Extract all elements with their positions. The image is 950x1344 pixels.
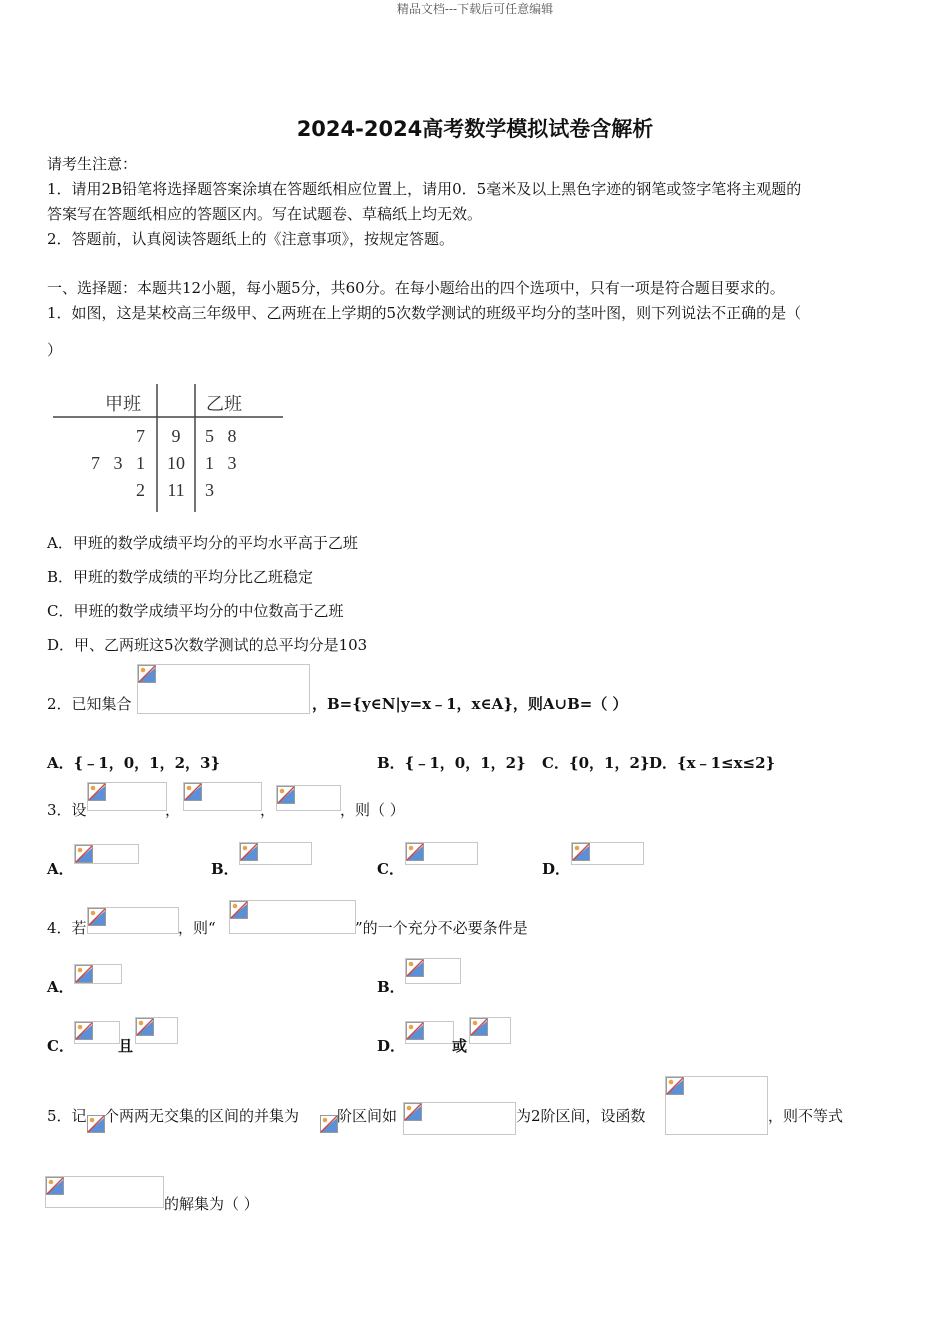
stem-leaf-table xyxy=(50,384,290,514)
broken-image xyxy=(239,842,312,865)
q3-comma-1: ， xyxy=(165,801,181,819)
page-title: 2024-2024高考数学模拟试卷含解析 xyxy=(296,117,654,141)
notice-heading: 请考生注意： xyxy=(47,155,138,173)
q2-stem-post: ，B={y∈N|y=x﹣1，x∈A}，则A∪B=（ ） xyxy=(312,695,628,713)
broken-image-icon xyxy=(136,1018,154,1036)
broken-image-icon xyxy=(230,901,248,919)
q3-stem-pre: 3．设 xyxy=(47,801,87,819)
q1-option-a: A．甲班的数学成绩平均分的平均水平高于乙班 xyxy=(47,534,358,552)
q1-stem: 1．如图，这是某校高三年级甲、乙两班在上学期的5次数学测试的班级平均分的茎叶图，则下列说法不正确的是（ xyxy=(47,304,802,322)
broken-image-icon xyxy=(572,843,590,861)
q4-stem-pre: 4．若 xyxy=(47,919,87,937)
broken-image xyxy=(229,900,356,934)
broken-image-icon xyxy=(320,1115,338,1133)
broken-image xyxy=(276,785,341,811)
q2-stem-pre: 2．已知集合 xyxy=(47,695,132,713)
q4-and-text: 且 xyxy=(118,1037,134,1055)
table-row-2-stem: 10 xyxy=(167,453,185,473)
broken-image-icon xyxy=(406,843,424,861)
broken-image xyxy=(87,907,179,934)
broken-image-icon xyxy=(406,959,424,977)
q1-option-d: D．甲、乙两班这5次数学测试的总平均分是103 xyxy=(47,636,368,654)
broken-image-icon xyxy=(88,783,106,801)
broken-image xyxy=(87,782,167,811)
table-row-3-left: 2 xyxy=(136,480,145,500)
broken-image-icon xyxy=(406,1022,424,1040)
q2-option-c: C．{0，1，2} xyxy=(542,754,650,772)
table-row-2-right: 1 3 xyxy=(205,453,237,473)
q4-stem-mid: ，则“ xyxy=(178,919,216,937)
broken-image xyxy=(74,1021,120,1044)
broken-image xyxy=(571,842,644,865)
broken-image-icon xyxy=(87,1115,105,1133)
q3-option-d: D． xyxy=(542,860,571,878)
q4-option-b: B． xyxy=(377,978,405,996)
broken-image-icon xyxy=(46,1177,64,1195)
notice-line-1b: 答案写在答题纸相应的答题区内。写在试题卷、草稿纸上均无效。 xyxy=(47,205,483,223)
table-row-1-stem: 9 xyxy=(171,426,181,446)
q4-option-c: C． xyxy=(47,1037,74,1055)
broken-image xyxy=(405,958,461,984)
broken-image xyxy=(74,964,122,984)
q4-or-text: 或 xyxy=(452,1037,468,1055)
table-row-2-left: 7 3 1 xyxy=(91,453,145,473)
q3-option-c: C． xyxy=(377,860,404,878)
broken-image xyxy=(405,842,478,865)
table-row-3-stem: 11 xyxy=(167,480,185,500)
notice-line-1a: 1．请用2B铅笔将选择题答案涂填在答题纸相应位置上，请用0．5毫米及以上黑色字迹的钢笔或签字笔将主观题的 xyxy=(47,180,802,198)
q3-option-b: B． xyxy=(211,860,239,878)
page-header: 精品文档---下载后可任意编辑 xyxy=(396,2,554,16)
broken-image xyxy=(45,1176,164,1208)
broken-image xyxy=(74,844,139,864)
q1-option-c: C．甲班的数学成绩平均分的中位数高于乙班 xyxy=(47,602,344,620)
q3-comma-2: ， xyxy=(260,801,276,819)
q4-option-d: D． xyxy=(377,1037,406,1055)
q5-stem-t2: 阶区间如 xyxy=(337,1107,398,1125)
q4-option-a: A． xyxy=(47,978,74,996)
q2-option-a: A．{﹣1，0，1，2，3} xyxy=(47,754,221,772)
broken-image-icon xyxy=(75,1022,93,1040)
broken-image-icon xyxy=(470,1018,488,1036)
broken-image xyxy=(469,1017,511,1044)
q2-option-d: D．{x﹣1≤x≤2} xyxy=(649,754,776,772)
broken-image-icon xyxy=(75,845,93,863)
section-heading: 一、选择题：本题共12小题，每小题5分，共60分。在每小题给出的四个选项中，只有一项是符合题目要求的。 xyxy=(47,279,785,297)
broken-image xyxy=(137,664,310,714)
q3-stem-post: ，则（ ） xyxy=(340,801,405,819)
broken-image xyxy=(135,1017,178,1044)
q5-stem-t4: ，则不等式 xyxy=(768,1107,844,1125)
q2-option-b: B．{﹣1，0，1，2} xyxy=(377,754,526,772)
q5-stem-t3: 为2阶区间，设函数 xyxy=(516,1107,646,1125)
q5-stem-t5: 的解集为（ ） xyxy=(164,1195,259,1213)
broken-image xyxy=(665,1076,768,1135)
broken-image xyxy=(405,1021,454,1044)
table-row-1-left: 7 xyxy=(136,426,145,446)
table-row-1-right: 5 8 xyxy=(205,426,237,446)
notice-line-2: 2．答题前，认真阅读答题纸上的《注意事项》，按规定答题。 xyxy=(47,230,455,248)
broken-image xyxy=(87,1115,104,1133)
table-head-yi: 乙班 xyxy=(206,394,242,414)
q4-stem-post: ”的一个充分不必要条件是 xyxy=(355,919,528,937)
broken-image-icon xyxy=(88,908,106,926)
broken-image-icon xyxy=(666,1077,684,1095)
q1-stem-close: ） xyxy=(47,341,63,359)
broken-image xyxy=(183,782,262,811)
q5-stem-pre: 5．记 xyxy=(47,1107,87,1125)
broken-image-icon xyxy=(184,783,202,801)
table-row-3-right: 3 xyxy=(205,480,214,500)
q3-option-a: A． xyxy=(47,860,74,878)
broken-image-icon xyxy=(75,965,93,983)
broken-image-icon xyxy=(404,1103,422,1121)
q5-stem-t1: 个两两无交集的区间的并集为 xyxy=(104,1107,300,1125)
broken-image-icon xyxy=(277,786,295,804)
broken-image xyxy=(403,1102,516,1135)
q1-option-b: B．甲班的数学成绩的平均分比乙班稳定 xyxy=(47,568,314,586)
broken-image-icon xyxy=(240,843,258,861)
broken-image xyxy=(320,1115,337,1133)
table-head-jia: 甲班 xyxy=(105,394,141,414)
broken-image-icon xyxy=(138,665,156,683)
